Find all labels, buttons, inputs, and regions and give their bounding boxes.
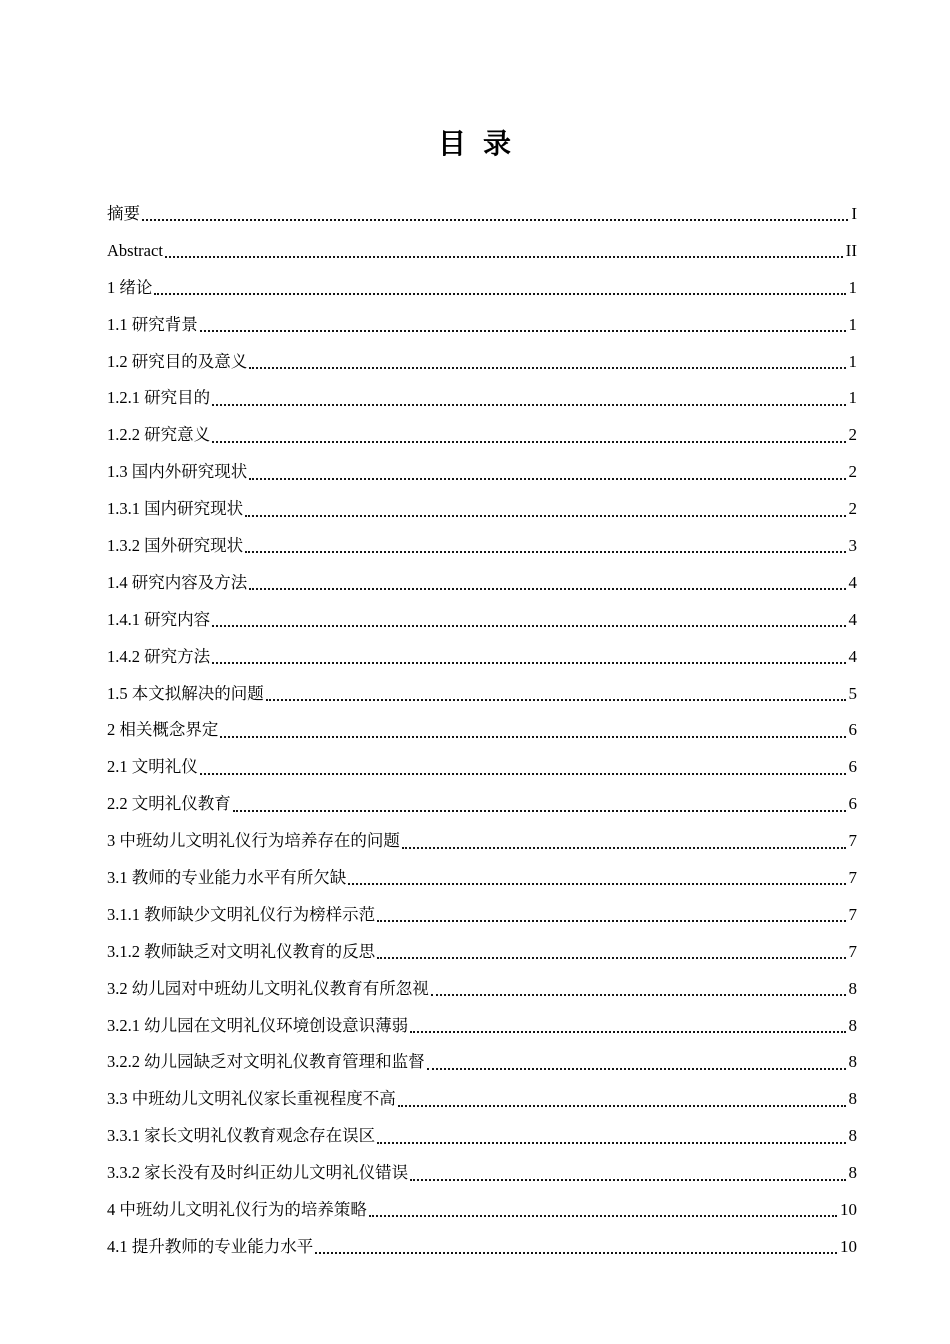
toc-entry[interactable]	[107, 786, 857, 823]
toc-entry[interactable]	[107, 1192, 857, 1229]
dot-leader	[249, 588, 845, 590]
dot-leader	[212, 662, 845, 664]
toc-entry[interactable]	[107, 712, 857, 749]
toc-entry-page-number: 2	[848, 425, 857, 445]
toc-entry[interactable]	[107, 971, 857, 1008]
dot-leader	[402, 847, 846, 849]
dot-leader	[212, 625, 845, 627]
toc-entry[interactable]	[107, 1044, 857, 1081]
toc-entry-page-number: 7	[848, 831, 857, 851]
toc-entry-label: 1.4 研究内容及方法	[107, 572, 248, 592]
toc-entry-label: Abstract	[107, 240, 163, 260]
toc-entry-label: 1.4.2 研究方法	[107, 646, 211, 666]
dot-leader	[212, 441, 845, 443]
toc-entry-label: 3.1.2 教师缺乏对文明礼仪教育的反思	[107, 941, 376, 961]
toc-entry-page-number: I	[851, 204, 857, 223]
dot-leader	[377, 957, 845, 959]
toc-entry[interactable]	[107, 528, 857, 565]
toc-entry-label: 1.2 研究目的及意义	[107, 351, 248, 371]
toc-entry[interactable]	[107, 270, 857, 307]
toc-entry[interactable]	[107, 307, 857, 344]
toc-entry-page-number: 8	[848, 978, 857, 998]
toc-entry[interactable]	[107, 897, 857, 934]
toc-entry-label: 1.1 研究背景	[107, 314, 198, 334]
toc-entry[interactable]	[107, 454, 857, 491]
dot-leader	[249, 367, 845, 369]
toc-entry-label: 1.2.1 研究目的	[107, 388, 211, 408]
toc-entry-page-number: 6	[848, 794, 857, 814]
dot-leader	[427, 1068, 846, 1070]
dot-leader	[142, 219, 848, 221]
toc-entry-page-number: 8	[848, 1052, 857, 1072]
toc-entry-page-number: 1	[848, 277, 857, 297]
dot-leader	[431, 994, 846, 996]
toc-entry-page-number: II	[845, 240, 857, 260]
toc-entry-page-number: 10	[840, 1236, 857, 1256]
dot-leader	[249, 478, 845, 480]
toc-title: 目 录	[437, 129, 512, 160]
toc-entry-label: 1.3.2 国外研究现状	[107, 536, 244, 556]
toc-entry-label: 摘要	[107, 204, 140, 223]
toc-entry[interactable]	[107, 565, 857, 602]
toc-entry-label: 3.2.2 幼儿园缺乏对文明礼仪教育管理和监督	[107, 1052, 425, 1072]
toc-entry-label: 4.1 提升教师的专业能力水平	[107, 1236, 314, 1256]
toc-entry-label: 3.1.1 教师缺少文明礼仪行为榜样示范	[107, 904, 376, 924]
dot-leader	[200, 773, 846, 775]
dot-leader	[410, 1179, 845, 1181]
toc-entry[interactable]	[107, 860, 857, 897]
toc-entry-label: 1.3.1 国内研究现状	[107, 499, 244, 519]
toc-entry-label: 3 中班幼儿文明礼仪行为培养存在的问题	[107, 831, 400, 851]
toc-entry[interactable]	[107, 823, 857, 860]
toc-entry-page-number: 8	[848, 1089, 857, 1109]
toc-entry-label: 3.3.2 家长没有及时纠正幼儿文明礼仪错误	[107, 1163, 409, 1183]
toc-entry[interactable]	[107, 233, 857, 270]
toc-entry-label: 2.2 文明礼仪教育	[107, 794, 231, 814]
toc-entry-label: 1.5 本文拟解决的问题	[107, 683, 264, 703]
dot-leader	[266, 699, 846, 701]
dot-leader	[315, 1252, 837, 1254]
toc-entry-page-number: 3	[848, 536, 857, 556]
dot-leader	[377, 920, 845, 922]
dot-leader	[233, 810, 846, 812]
toc-entry-label: 2 相关概念界定	[107, 720, 219, 740]
toc-entry[interactable]	[107, 196, 857, 233]
dot-leader	[369, 1215, 837, 1217]
toc-entry-page-number: 10	[840, 1200, 857, 1220]
dot-leader	[165, 256, 843, 258]
toc-entry[interactable]	[107, 380, 857, 417]
toc-entry-label: 3.2 幼儿园对中班幼儿文明礼仪教育有所忽视	[107, 978, 429, 998]
toc-entry-page-number: 4	[848, 572, 857, 592]
toc-entry-page-number: 8	[848, 1163, 857, 1183]
dot-leader	[377, 1142, 845, 1144]
dot-leader	[212, 404, 845, 406]
toc-entry-page-number: 7	[848, 868, 857, 888]
toc-entry[interactable]	[107, 344, 857, 381]
toc-entry-page-number: 5	[848, 683, 857, 703]
toc-entry[interactable]	[107, 639, 857, 676]
toc-entry[interactable]	[107, 417, 857, 454]
toc-entry[interactable]	[107, 1155, 857, 1192]
toc-entry[interactable]	[107, 491, 857, 528]
toc-entry-label: 3.2.1 幼儿园在文明礼仪环境创设意识薄弱	[107, 1015, 409, 1035]
toc-entry[interactable]	[107, 1008, 857, 1045]
toc-entry-page-number: 6	[848, 720, 857, 740]
toc-entry-label: 2.1 文明礼仪	[107, 757, 198, 777]
toc-entry-page-number: 7	[848, 904, 857, 924]
dot-leader	[245, 515, 845, 517]
toc-entry-page-number: 1	[848, 314, 857, 334]
dot-leader	[154, 293, 845, 295]
toc-entry[interactable]	[107, 602, 857, 639]
toc-entry-page-number: 1	[848, 351, 857, 371]
toc-entry-page-number: 6	[848, 757, 857, 777]
toc-entry-label: 1.3 国内外研究现状	[107, 462, 248, 482]
toc-entry-label: 1.2.2 研究意义	[107, 425, 211, 445]
dot-leader	[398, 1105, 846, 1107]
toc-entry[interactable]	[107, 934, 857, 971]
toc-entry-page-number: 2	[848, 462, 857, 482]
toc-entry[interactable]	[107, 1081, 857, 1118]
toc-entry-page-number: 8	[848, 1126, 857, 1146]
toc-entry-label: 3.1 教师的专业能力水平有所欠缺	[107, 868, 347, 888]
toc-entry-label: 1 绪论	[107, 277, 153, 297]
toc-entry-page-number: 4	[848, 609, 857, 629]
dot-leader	[348, 883, 845, 885]
toc-entry-label: 4 中班幼儿文明礼仪行为的培养策略	[107, 1200, 367, 1220]
dot-leader	[245, 551, 845, 553]
toc-entry-page-number: 4	[848, 646, 857, 666]
toc-entry-label: 3.3.1 家长文明礼仪教育观念存在误区	[107, 1126, 376, 1146]
toc-list	[107, 196, 857, 1266]
toc-entry[interactable]	[107, 1229, 857, 1266]
toc-entry-page-number: 8	[848, 1015, 857, 1035]
toc-entry-page-number: 1	[848, 388, 857, 408]
toc-entry-page-number: 7	[848, 941, 857, 961]
toc-entry[interactable]	[107, 1118, 857, 1155]
dot-leader	[220, 736, 845, 738]
toc-entry-label: 3.3 中班幼儿文明礼仪家长重视程度不高	[107, 1089, 396, 1109]
toc-entry[interactable]	[107, 749, 857, 786]
toc-entry-page-number: 2	[848, 499, 857, 519]
toc-entry-label: 1.4.1 研究内容	[107, 609, 211, 629]
dot-leader	[410, 1031, 845, 1033]
toc-entry[interactable]	[107, 676, 857, 713]
dot-leader	[200, 330, 846, 332]
